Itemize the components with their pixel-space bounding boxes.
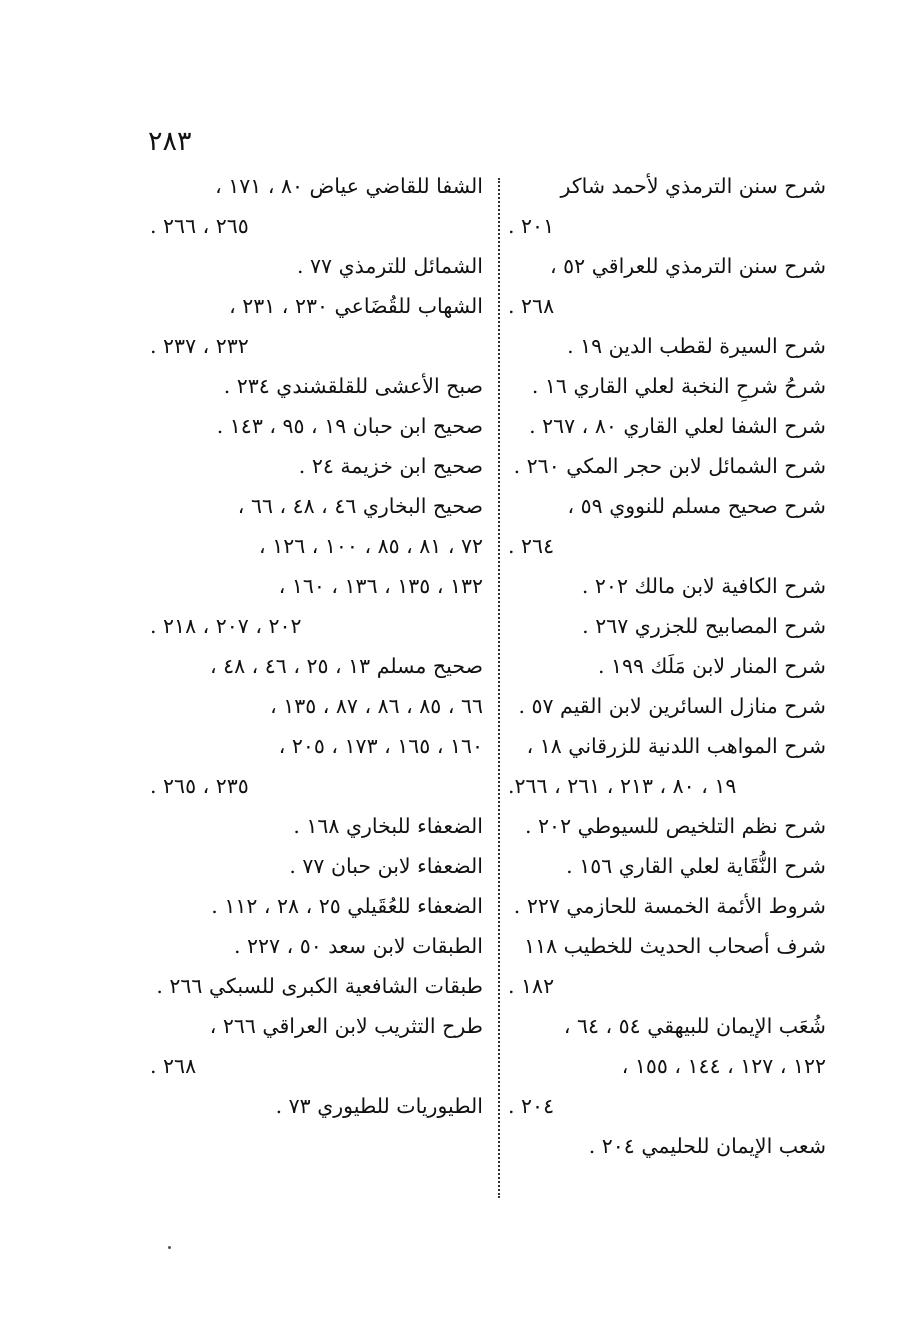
- entry-title-line: شرح النُّقَاية لعلي القاري ١٥٦ .: [566, 854, 826, 878]
- entry-title-line: صحيح البخاري ٤٦ ، ٤٨ ، ٦٦ ،: [237, 494, 483, 518]
- entry-title-line: الضعفاء لابن حبان ٧٧ .: [289, 854, 483, 878]
- index-entry: [150, 1086, 483, 1126]
- entry-continuation-line: ٢٠١ .: [508, 214, 555, 238]
- entry-title-line: شروط الأئمة الخمسة للحازمي ٢٢٧ .: [513, 894, 826, 918]
- entry-title-line: شرحُ شرحِ النخبة لعلي القاري ١٦ .: [531, 374, 826, 398]
- index-entry: [508, 246, 826, 326]
- entry-title-line: شرح سنن الترمذي لأحمد شاكر: [560, 174, 826, 198]
- entry-title-line: طبقات الشافعية الكبرى للسبكي ٢٦٦ .: [156, 974, 483, 998]
- entry-title-line: صحيح مسلم ١٣ ، ٢٥ ، ٤٦ ، ٤٨ ،: [209, 654, 483, 678]
- index-entry: [150, 806, 483, 846]
- index-entry: [508, 366, 826, 406]
- entry-title-line: شرح نظم التلخيص للسيوطي ٢٠٢ .: [525, 814, 826, 838]
- entry-continuation-line: ٢٣٥ ، ٢٦٥ .: [150, 774, 249, 798]
- index-entry: [508, 886, 826, 926]
- page-speck: [168, 1246, 171, 1249]
- index-entry: [508, 606, 826, 646]
- index-entry: [150, 366, 483, 406]
- entry-title-line: شرح سنن الترمذي للعراقي ٥٢ ،: [550, 254, 826, 278]
- entry-title-line: صبح الأعشى للقلقشندي ٢٣٤ .: [223, 374, 483, 398]
- entry-title-line: شرح المواهب اللدنية للزرقاني ١٨ ،: [526, 734, 826, 758]
- index-entry: [150, 646, 483, 806]
- index-column-right: [508, 166, 826, 1166]
- entry-title-line: الضعفاء للعُقَيلي ٢٥ ، ٢٨ ، ١١٢ .: [211, 894, 483, 918]
- index-entry: [150, 286, 483, 366]
- index-entry: [508, 926, 826, 1006]
- entry-continuation-line: ٦٦ ، ٨٥ ، ٨٦ ، ٨٧ ، ١٣٥ ،: [270, 694, 483, 718]
- index-entry: [150, 166, 483, 246]
- index-entry: [508, 166, 826, 246]
- entry-title-line: صحيح ابن حبان ١٩ ، ٩٥ ، ١٤٣ .: [216, 414, 483, 438]
- entry-title-line: الشفا للقاضي عياض ٨٠ ، ١٧١ ،: [215, 174, 483, 198]
- index-entry: [508, 406, 826, 446]
- index-entry: [150, 406, 483, 446]
- index-entry: [150, 486, 483, 646]
- entry-continuation-line: ٢٣٢ ، ٢٣٧ .: [150, 334, 249, 358]
- entry-title-line: الشمائل للترمذي ٧٧ .: [297, 254, 483, 278]
- entry-title-line: شرف أصحاب الحديث للخطيب ١١٨: [524, 934, 826, 958]
- index-entry: [508, 846, 826, 886]
- entry-title-line: شرح السيرة لقطب الدين ١٩ .: [567, 334, 826, 358]
- entry-continuation-line: ١٩ ، ٨٠ ، ٢١٣ ، ٢٦١ ، ٢٦٦.: [508, 774, 737, 798]
- index-entry: [150, 966, 483, 1006]
- index-entry: [150, 886, 483, 926]
- index-entry: [508, 1126, 826, 1166]
- index-entry: [508, 646, 826, 686]
- entry-continuation-line: ٧٢ ، ٨١ ، ٨٥ ، ١٠٠ ، ١٢٦ ،: [259, 534, 483, 558]
- column-divider: [498, 178, 500, 1198]
- entry-title-line: صحيح ابن خزيمة ٢٤ .: [298, 454, 483, 478]
- index-entry: [150, 1006, 483, 1086]
- index-column-left: [150, 166, 483, 1126]
- entry-continuation-line: ٢٦٨ .: [508, 294, 555, 318]
- index-entry: [150, 446, 483, 486]
- index-entry: [150, 926, 483, 966]
- index-entry: [508, 1006, 826, 1126]
- index-entry: [508, 686, 826, 726]
- entry-title-line: شرح منازل السائرين لابن القيم ٥٧ .: [518, 694, 826, 718]
- entry-continuation-line: ١٣٢ ، ١٣٥ ، ١٣٦ ، ١٦٠ ،: [278, 574, 483, 598]
- entry-continuation-line: ٢٦٤ .: [508, 534, 555, 558]
- entry-title-line: شرح الشفا لعلي القاري ٨٠ ، ٢٦٧ .: [529, 414, 826, 438]
- entry-continuation-line: ٢٦٥ ، ٢٦٦ .: [150, 214, 249, 238]
- entry-title-line: الضعفاء للبخاري ١٦٨ .: [293, 814, 483, 838]
- entry-title-line: شرح المصابيح للجزري ٢٦٧ .: [582, 614, 826, 638]
- index-entry: [150, 846, 483, 886]
- index-entry: [508, 486, 826, 566]
- entry-continuation-line: ٢٠٢ ، ٢٠٧ ، ٢١٨ .: [150, 614, 302, 638]
- index-entry: [508, 446, 826, 486]
- entry-title-line: الطبقات لابن سعد ٥٠ ، ٢٢٧ .: [233, 934, 483, 958]
- entry-continuation-line: ٢٦٨ .: [150, 1054, 197, 1078]
- page-number: ٢٨٣: [148, 126, 192, 157]
- entry-continuation-line: ٢٠٤ .: [508, 1094, 555, 1118]
- entry-title-line: الشهاب للقُضَاعي ٢٣٠ ، ٢٣١ ،: [229, 294, 483, 318]
- index-entry: [508, 726, 826, 806]
- entry-continuation-line: ١٢٢ ، ١٢٧ ، ١٤٤ ، ١٥٥ ،: [621, 1054, 826, 1078]
- entry-title-line: شرح صحيح مسلم للنووي ٥٩ ،: [567, 494, 826, 518]
- entry-title-line: شرح الشمائل لابن حجر المكي ٢٦٠ .: [513, 454, 826, 478]
- entry-title-line: شرح الكافية لابن مالك ٢٠٢ .: [581, 574, 826, 598]
- index-entry: [508, 566, 826, 606]
- entry-title-line: شُعَب الإيمان للبيهقي ٥٤ ، ٦٤ ،: [563, 1014, 826, 1038]
- entry-title-line: شرح المنار لابن مَلَك ١٩٩ .: [597, 654, 826, 678]
- entry-continuation-line: ١٨٢ .: [508, 974, 555, 998]
- entry-title-line: شعب الإيمان للحليمي ٢٠٤ .: [588, 1134, 826, 1158]
- entry-continuation-line: ١٦٠ ، ١٦٥ ، ١٧٣ ، ٢٠٥ ،: [278, 734, 483, 758]
- index-entry: [150, 246, 483, 286]
- entry-title-line: طرح التثريب لابن العراقي ٢٦٦ ،: [209, 1014, 483, 1038]
- entry-title-line: الطيوريات للطيوري ٧٣ .: [275, 1094, 483, 1118]
- index-entry: [508, 326, 826, 366]
- index-entry: [508, 806, 826, 846]
